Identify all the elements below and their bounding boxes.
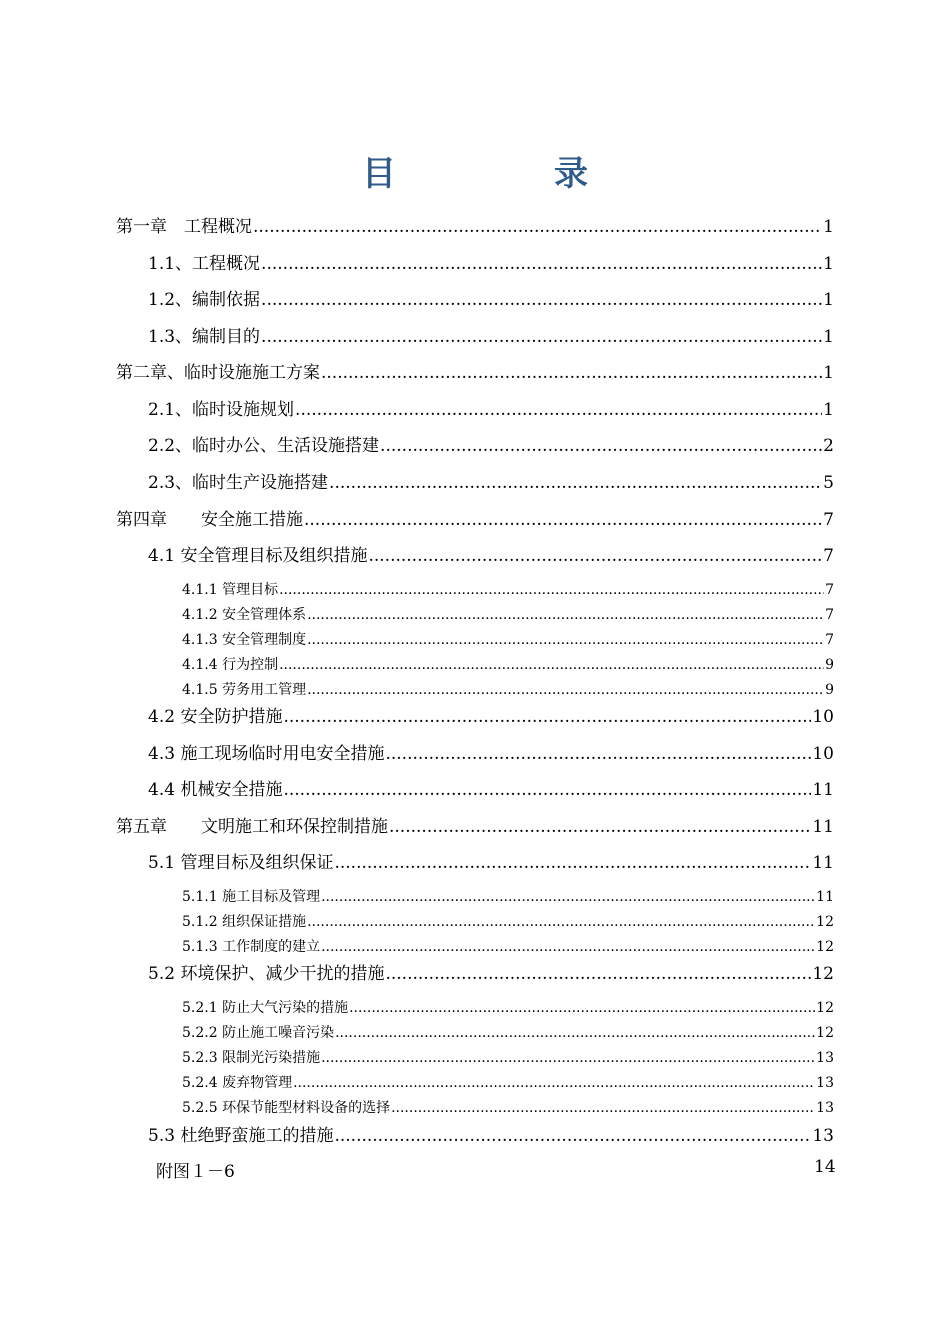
toc-entry-label: 第五章 文明施工和环保控制措施 (116, 817, 388, 837)
leader-dots (321, 889, 815, 905)
toc-entry-label: 4.1.2 安全管理体系 (182, 607, 307, 623)
toc-entry-label: 第二章、临时设施施工方案 (116, 363, 320, 383)
toc-entry[interactable] (182, 1072, 834, 1092)
toc-entry[interactable] (148, 285, 834, 310)
toc-entry-page: 11 (816, 889, 834, 905)
toc-entry-page: 7 (825, 607, 834, 623)
leader-dots (307, 914, 815, 930)
toc-entry-page: 13 (816, 1100, 834, 1116)
toc-entry[interactable] (116, 505, 834, 530)
toc-entry-label: 5.2.5 环保节能型材料设备的选择 (182, 1100, 391, 1116)
leader-dots (368, 546, 822, 566)
toc-entry[interactable] (148, 959, 834, 984)
leader-dots (329, 473, 822, 493)
toc-entry[interactable] (148, 249, 834, 274)
toc-entry[interactable] (182, 629, 834, 649)
toc-entry[interactable] (148, 395, 834, 420)
toc-entry-label: 5.1.3 工作制度的建立 (182, 939, 321, 955)
toc-entry[interactable] (148, 541, 834, 566)
toc-entry-page: 12 (816, 939, 834, 955)
toc-entry-label: 2.3、临时生产设施搭建 (148, 473, 329, 493)
toc-entry-label: 4.1 安全管理目标及组织措施 (148, 546, 368, 566)
toc-entry-page: 1 (823, 363, 834, 383)
toc-entry-page: 12 (816, 914, 834, 930)
leader-dots (334, 853, 811, 873)
toc-entry-label: 5.2 环境保护、减少干扰的措施 (148, 964, 385, 984)
toc-entry-label: 5.2.1 防止大气污染的措施 (182, 1000, 349, 1016)
toc-entry[interactable] (148, 702, 834, 727)
toc-entry-page: 11 (812, 853, 834, 873)
toc-entry-label: 5.1 管理目标及组织保证 (148, 853, 334, 873)
toc-entry-label: 5.3 杜绝野蛮施工的措施 (148, 1126, 334, 1146)
toc-entry-page: 9 (825, 657, 834, 673)
toc-entry-page: 13 (816, 1050, 834, 1066)
toc-entry-page: 12 (816, 1000, 834, 1016)
toc-entry-label: 5.1.1 施工目标及管理 (182, 889, 321, 905)
leader-dots (261, 290, 822, 310)
toc-entry-page: 7 (825, 632, 834, 648)
toc-entry-page: 1 (823, 290, 834, 310)
leader-dots (304, 510, 822, 530)
toc-entry[interactable] (182, 1022, 834, 1042)
toc-entry-label: 1.3、编制目的 (148, 327, 261, 347)
toc-entry[interactable] (182, 936, 834, 956)
leader-dots (321, 363, 822, 383)
toc-entry-page: 12 (816, 1025, 834, 1041)
leader-dots (261, 327, 822, 347)
toc-entry-label: 第一章 工程概况 (116, 217, 252, 237)
page-title: 目 录 (362, 154, 650, 194)
toc-entry[interactable] (148, 848, 834, 873)
toc-entry-label: 4.1.3 安全管理制度 (182, 632, 307, 648)
toc-entry-label: 4.1.4 行为控制 (182, 657, 279, 673)
footer-label: 附图１－6 (156, 1162, 235, 1182)
toc-entry[interactable] (148, 775, 834, 800)
toc-entry[interactable] (116, 358, 834, 383)
leader-dots (283, 707, 811, 727)
toc-entry-label: 4.4 机械安全措施 (148, 780, 283, 800)
toc-entry[interactable] (182, 911, 834, 931)
toc-entry-page: 1 (823, 400, 834, 420)
leader-dots (307, 607, 824, 623)
leader-dots (293, 1075, 815, 1091)
toc-entry-page: 7 (823, 510, 834, 530)
footer-page: 14 (814, 1157, 836, 1177)
toc-entry[interactable] (182, 886, 834, 906)
leader-dots (385, 964, 811, 984)
toc-entry-label: 4.2 安全防护措施 (148, 707, 283, 727)
leader-dots (334, 1126, 811, 1146)
toc-entry-label: 5.2.3 限制光污染措施 (182, 1050, 321, 1066)
toc-entry[interactable] (182, 679, 834, 699)
leader-dots (385, 744, 811, 764)
toc-entry-page: 7 (823, 546, 834, 566)
leader-dots (391, 1100, 815, 1116)
toc-entry-page: 9 (825, 682, 834, 698)
toc-entry-page: 12 (812, 964, 834, 984)
toc-entry-page: 13 (816, 1075, 834, 1091)
toc-entry-page: 10 (812, 707, 834, 727)
toc-entry-label: 5.2.4 废弃物管理 (182, 1075, 293, 1091)
toc-entry[interactable] (116, 212, 834, 237)
toc-entry-label: 第四章 安全施工措施 (116, 510, 303, 530)
toc-entry-label: 2.1、临时设施规划 (148, 400, 295, 420)
toc-entry-label: 1.1、工程概况 (148, 254, 261, 274)
leader-dots (253, 217, 822, 237)
leader-dots (321, 939, 815, 955)
leader-dots (335, 1025, 815, 1041)
toc-entry-page: 11 (812, 817, 834, 837)
toc-entry-label: 5.1.2 组织保证措施 (182, 914, 307, 930)
toc-entry-page: 2 (823, 436, 834, 456)
toc-entry[interactable] (182, 579, 834, 599)
toc-entry[interactable] (148, 1121, 834, 1146)
toc-entry[interactable] (182, 997, 834, 1017)
toc-entry[interactable] (182, 604, 834, 624)
toc-entry[interactable] (182, 1047, 834, 1067)
toc-entry-page: 5 (823, 473, 834, 493)
leader-dots (283, 780, 811, 800)
toc-entry-page: 13 (812, 1126, 834, 1146)
toc-entry-label: 4.1.1 管理目标 (182, 582, 279, 598)
toc-entry-label: 2.2、临时办公、生活设施搭建 (148, 436, 380, 456)
toc-entry-label: 4.1.5 劳务用工管理 (182, 682, 307, 698)
toc-entry-page: 11 (812, 780, 834, 800)
toc-entry-page: 10 (812, 744, 834, 764)
toc-entry-page: 1 (823, 254, 834, 274)
leader-dots (307, 632, 824, 648)
leader-dots (279, 657, 824, 673)
leader-dots (389, 817, 811, 837)
toc-entry-page: 7 (825, 582, 834, 598)
toc-entry-label: 5.2.2 防止施工噪音污染 (182, 1025, 335, 1041)
leader-dots (380, 436, 822, 456)
toc-entry[interactable] (116, 812, 834, 837)
toc-entry-page: 1 (823, 217, 834, 237)
leader-dots (279, 582, 824, 598)
toc-entry-page: 1 (823, 327, 834, 347)
leader-dots (261, 254, 822, 274)
toc-entry[interactable] (148, 739, 834, 764)
toc-entry-label: 1.2、编制依据 (148, 290, 261, 310)
toc-entry[interactable] (148, 431, 834, 456)
leader-dots (349, 1000, 815, 1016)
toc-entry[interactable] (148, 468, 834, 493)
toc-entry[interactable] (182, 1097, 834, 1117)
toc-entry[interactable] (182, 654, 834, 674)
leader-dots (295, 400, 822, 420)
toc-entry-label: 4.3 施工现场临时用电安全措施 (148, 744, 385, 764)
leader-dots (321, 1050, 815, 1066)
toc-entry[interactable] (148, 322, 834, 347)
leader-dots (307, 682, 824, 698)
